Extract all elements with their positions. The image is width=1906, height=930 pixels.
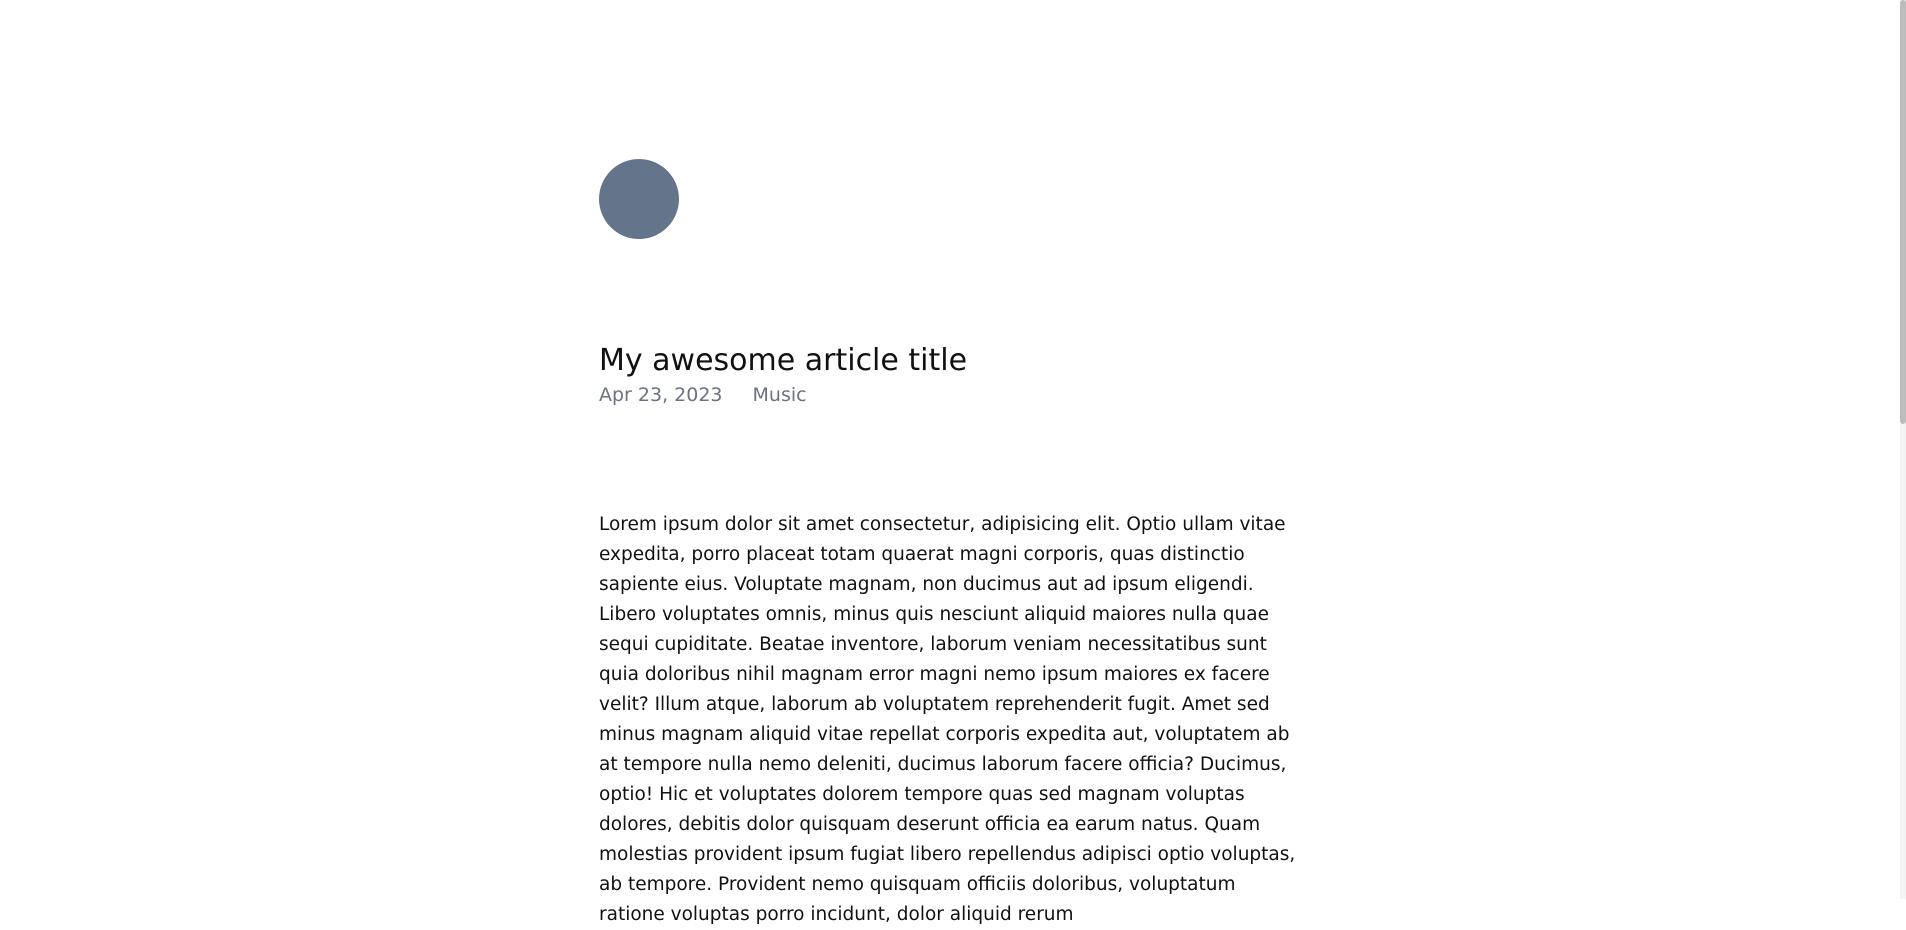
avatar [599, 159, 679, 239]
article-category: Music [752, 384, 807, 406]
article-title: My awesome article title [599, 343, 968, 378]
article-date: Apr 23, 2023 [599, 384, 723, 406]
article-body: Lorem ipsum dolor sit amet consectetur, adipisicing elit. Optio ullam vitae expedita, porro placeat totam quaerat magni corporis, quas distinctio sapiente eius. Voluptate magnam, non ducimus aut ad ipsum eligendi. Libero voluptates omnis, minus quis nesciunt aliquid maiores nulla quae sequi cupiditate. Beatae inventore, laborum veniam necessitatibus sunt quia doloribus nihil magnam error magni nemo ipsum maiores ex facere velit? Illum atque, laborum ab voluptatem reprehenderit fugit. Amet sed minus magnam aliquid vitae repellat corporis expedita aut, voluptatem ab at tempore nulla nemo deleniti, ducimus laborum facere officia? Ducimus, optio! Hic et voluptates dolorem tempore quas sed magnam voluptas dolores, debitis dolor quisquam deserunt officia ea earum natus. Quam molestias provident ipsum fugiat libero repellendus adipisci optio voluptas, ab tempore. Provident nemo quisquam officiis doloribus, voluptatum ratione voluptas porro incidunt, dolor aliquid rerum [599, 514, 1296, 925]
article-meta [599, 383, 807, 407]
scrollbar-thumb[interactable] [1900, 0, 1906, 424]
vertical-scrollbar[interactable] [1900, 0, 1906, 899]
